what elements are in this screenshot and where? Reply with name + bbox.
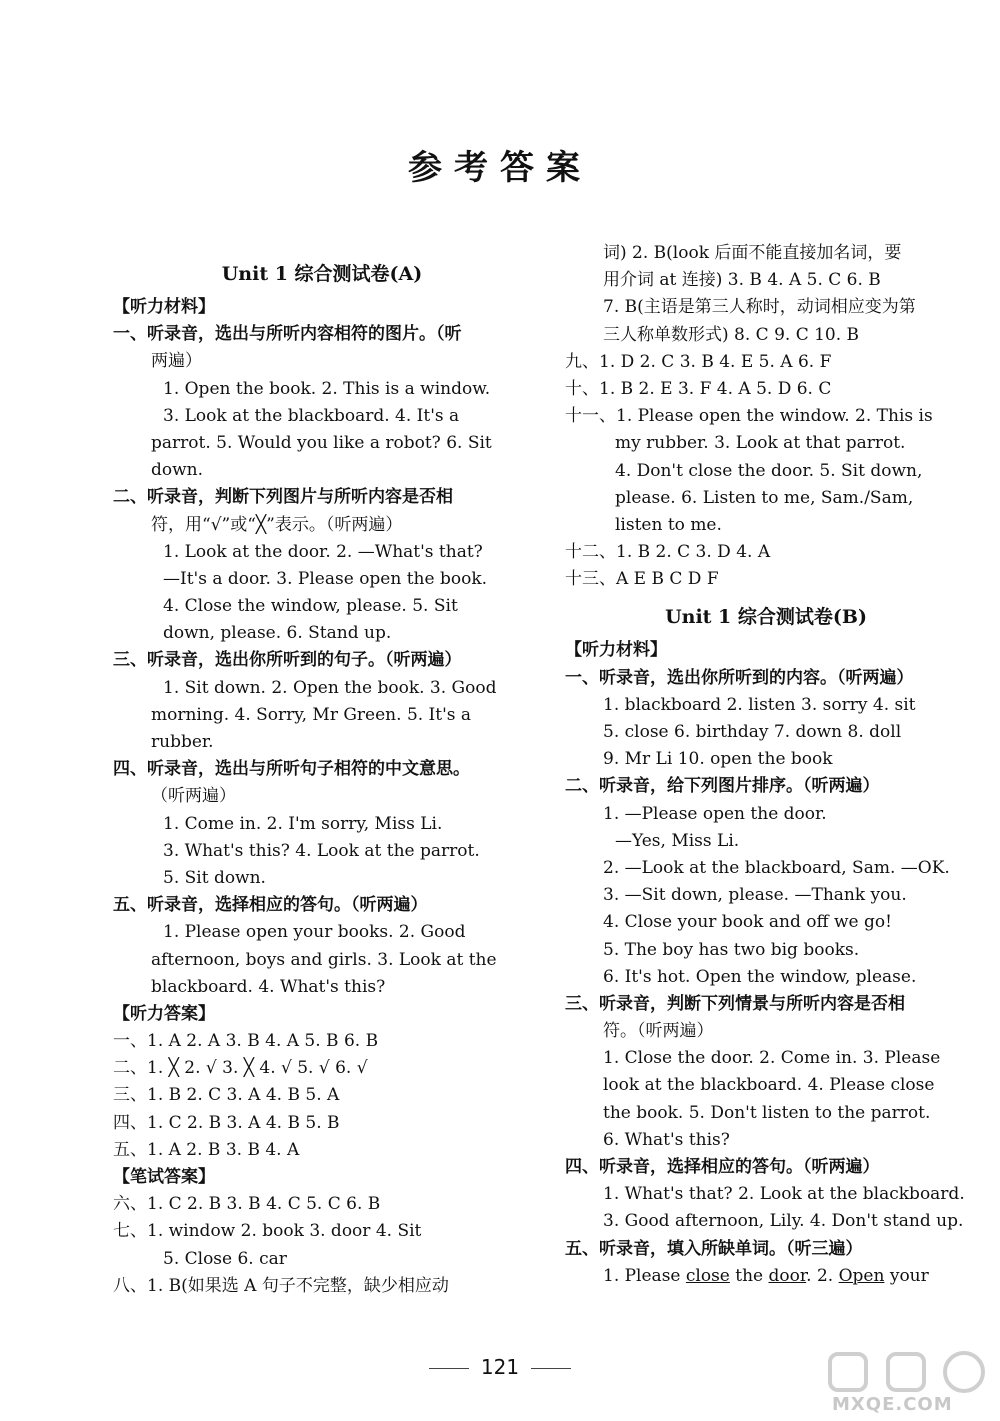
fill-in-answer-line <box>565 1263 967 1290</box>
answer-line: 十一、1. Please open the window. 2. This is <box>565 406 933 427</box>
filled-word: close <box>685 1265 730 1286</box>
filled-word: Open <box>838 1265 885 1286</box>
text-line: 7. B(主语是第三人称时，动词相应变为第 <box>603 297 916 318</box>
text-line: 词) 2. B(look 后面不能直接加名词，要 <box>603 243 902 263</box>
answer-line: 二、1. ╳ 2. √ 3. ╳ 4. √ 5. √ 6. √ <box>113 1058 368 1079</box>
answer-line: 五、1. A 2. B 3. B 4. A <box>113 1139 300 1160</box>
answer-line: 七、1. window 2. book 3. door 4. Sit <box>113 1221 422 1242</box>
text-line: 3. Good afternoon, Lily. 4. Don't stand up. <box>603 1211 964 1232</box>
text-line: 三人称单数形式) 8. C 9. C 10. B <box>603 324 860 345</box>
text-line: 1. What's that? 2. Look at the blackboard. <box>603 1184 965 1205</box>
section-label: 【听力材料】 <box>113 297 215 317</box>
page-number: 121 <box>480 1355 520 1379</box>
text-line: 1. Close the door. 2. Come in. 3. Please <box>603 1048 941 1069</box>
section-heading: Unit 1 综合测试卷(A) <box>221 263 423 285</box>
text-line: down, please. 6. Stand up. <box>163 623 392 644</box>
answer-line: 四、1. C 2. B 3. A 4. B 5. B <box>113 1112 340 1133</box>
text-line: blackboard. 4. What's this? <box>151 976 386 997</box>
answer-line: 三、1. B 2. C 3. A 4. B 5. A <box>113 1085 340 1106</box>
footer-dash-left <box>429 1368 469 1369</box>
right-column-lines <box>565 240 967 1263</box>
fill-text: the <box>729 1265 769 1286</box>
text-line: 3. What's this? 4. Look at the parrot. <box>163 840 480 861</box>
text-line: 6. It's hot. Open the window, please. <box>603 966 917 987</box>
page-title: 参考答案 <box>408 148 592 188</box>
text-line: the book. 5. Don't listen to the parrot. <box>603 1102 931 1123</box>
question-heading: 五、听录音，选择相应的答句。（听两遍） <box>113 895 428 916</box>
text-line: 9. Mr Li 10. open the book <box>603 749 833 770</box>
text-line: look at the blackboard. 4. Please close <box>603 1075 935 1096</box>
text-line: 5. Close 6. car <box>163 1248 287 1269</box>
footer-dash-right <box>531 1368 571 1369</box>
text-line: 3. —Sit down, please. —Thank you. <box>603 885 907 906</box>
text-line: 4. Close your book and off we go! <box>603 912 892 933</box>
question-heading: 五、听录音，填入所缺单词。（听三遍） <box>565 1238 863 1259</box>
text-line: 6. What's this? <box>603 1129 730 1150</box>
text-line: 5. Sit down. <box>163 867 266 888</box>
answer-line: 六、1. C 2. B 3. B 4. C 5. C 6. B <box>113 1194 381 1215</box>
text-line: —Yes, Miss Li. <box>615 830 740 851</box>
text-line: afternoon, boys and girls. 3. Look at the <box>151 949 497 970</box>
text-line: 3. Look at the blackboard. 4. It's a <box>163 405 460 426</box>
text-line: 1. blackboard 2. listen 3. sorry 4. sit <box>603 694 916 715</box>
question-heading: 四、听录音，选择相应的答句。（听两遍） <box>565 1157 880 1177</box>
question-heading: 一、听录音，选出与所听内容相符的图片。（听 <box>113 324 462 345</box>
watermark-logo <box>826 1350 996 1394</box>
text-line: （听两遍） <box>151 786 236 807</box>
text-line: 2. —Look at the blackboard, Sam. —OK. <box>603 857 950 878</box>
left-column <box>113 250 531 1300</box>
text-line: listen to me. <box>615 514 722 535</box>
fill-text: your <box>884 1265 929 1286</box>
text-line: 1. —Please open the door. <box>603 803 827 824</box>
section-label: 【听力材料】 <box>565 640 667 661</box>
answer-line: 十二、1. B 2. C 3. D 4. A <box>565 542 771 563</box>
fill-text: 1. Please <box>603 1265 686 1286</box>
text-line: 5. close 6. birthday 7. down 8. doll <box>603 722 902 742</box>
text-line: 两遍） <box>151 351 202 372</box>
section-heading: Unit 1 综合测试卷(B) <box>665 606 867 629</box>
watermark <box>826 1350 996 1418</box>
section-label: 【听力答案】 <box>113 1003 215 1024</box>
text-line: 用介词 at 连接) 3. B 4. A 5. C 6. B <box>603 270 881 291</box>
fill-text: . 2. <box>806 1265 839 1286</box>
text-line: please. 6. Listen to me, Sam./Sam, <box>615 487 914 508</box>
text-line: parrot. 5. Would you like a robot? 6. Sit <box>151 432 492 453</box>
section-label: 【笔试答案】 <box>113 1167 215 1187</box>
answer-line: 十三、A E B C D F <box>565 569 719 590</box>
text-line: morning. 4. Sorry, Mr Green. 5. It's a <box>151 704 472 725</box>
answer-line: 十、1. B 2. E 3. F 4. A 5. D 6. C <box>565 378 832 399</box>
text-line: down. <box>151 460 204 481</box>
answer-line: 九、1. D 2. C 3. B 4. E 5. A 6. F <box>565 351 832 372</box>
text-line: —It's a door. 3. Please open the book. <box>163 568 488 589</box>
question-heading: 二、听录音，给下列图片排序。（听两遍） <box>565 776 880 797</box>
question-heading: 三、听录音，选出你所听到的句子。（听两遍） <box>113 650 462 671</box>
text-line: 5. The boy has two big books. <box>603 939 860 960</box>
text-line: 1. Sit down. 2. Open the book. 3. Good <box>163 677 497 698</box>
text-line: 1. Open the book. 2. This is a window. <box>163 378 491 399</box>
answer-line: 八、1. B(如果选 A 句子不完整，缺少相应动 <box>113 1275 449 1296</box>
text-line: 4. Don't close the door. 5. Sit down, <box>615 460 923 481</box>
question-heading: 三、听录音，判断下列情景与所听内容是否相 <box>565 993 905 1014</box>
text-line: 4. Close the window, please. 5. Sit <box>163 596 458 617</box>
text-line: 1. Please open your books. 2. Good <box>163 922 466 943</box>
question-heading: 二、听录音，判断下列图片与所听内容是否相 <box>113 487 453 508</box>
text-line: 1. Look at the door. 2. —What's that? <box>163 541 483 562</box>
question-heading: 四、听录音，选出与所听句子相符的中文意思。 <box>113 759 470 780</box>
text-line: rubber. <box>151 732 214 752</box>
text-line: 符。（听两遍） <box>603 1021 714 1042</box>
question-heading: 一、听录音，选出你所听到的内容。（听两遍） <box>565 667 914 688</box>
text-line: 1. Come in. 2. I'm sorry, Miss Li. <box>163 813 443 834</box>
watermark-url: MXQE.COM <box>832 1394 953 1415</box>
text-line: my rubber. 3. Look at that parrot. <box>615 433 906 454</box>
filled-word: door <box>768 1265 807 1286</box>
text-line: 符，用“√”或“╳”表示。（听两遍） <box>151 514 403 535</box>
answer-line: 一、1. A 2. A 3. B 4. A 5. B 6. B <box>113 1031 379 1052</box>
right-column <box>565 240 967 1290</box>
watermark-logo-art <box>826 1350 996 1394</box>
